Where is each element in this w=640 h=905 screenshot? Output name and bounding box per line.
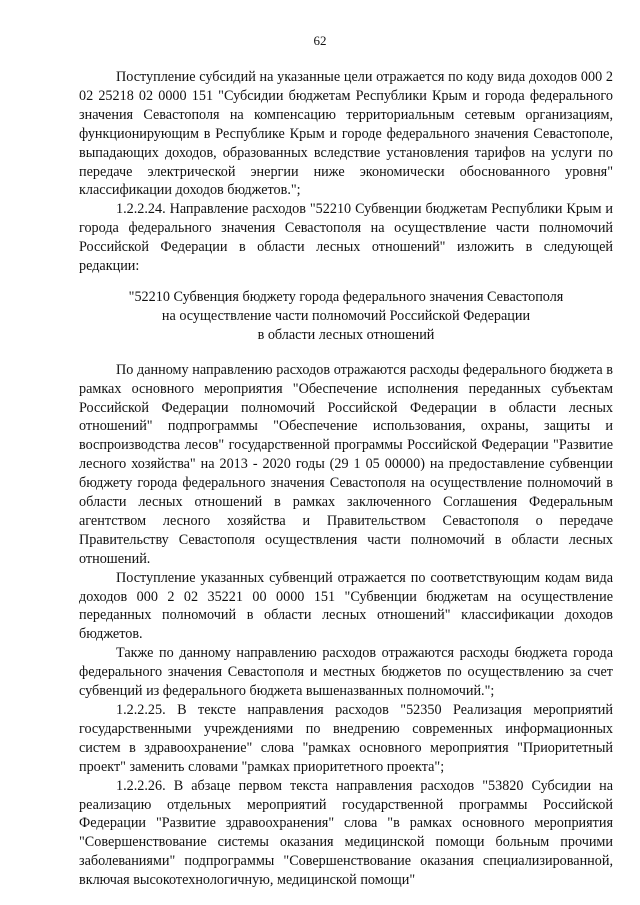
section-title-line: "52210 Субвенция бюджету города федерального значения Севастополя: [128, 288, 564, 305]
paragraph-1-2-2-26: 1.2.2.26. В абзаце первом текста направления расходов "53820 Субсидии на реализацию отдельных мероприятий государственной программы Российской Федерации "Развитие здравоохранения" слова "в рамках основного мероприятия "Совершенствование системы оказания медицинской помощи больным прочими заболеваниями" подпрограммы "Совершенствование оказания специализированной, включая высокотехнологичную, медицинской помощи": [79, 777, 613, 889]
paragraph-1-2-2-25: 1.2.2.25. В тексте направления расходов "52350 Реализация мероприятий государственными учреждениями по внедрению современных информационных систем в здравоохранение" слова "рамках основного мероприятия "Приоритетный проект" заменить словами "рамках приоритетного проекта";: [79, 702, 613, 775]
paragraph-regional-expenses: Также по данному направлению расходов отражаются расходы бюджета города федерального значения Севастополя и местных бюджетов по осуществлению за счет субвенций из федерального бюджета вышеназванных полномочий.";: [79, 645, 613, 700]
paragraph-subventions-receipt: Поступление указанных субвенций отражается по соответствующим кодам вида доходов 000 2 02 35221 00 0000 151 "Субвенции бюджетам на осуществление переданных полномочий в области лесных отношений" классификации доходов бюджетов.: [79, 569, 613, 643]
paragraph-1-2-2-24: 1.2.2.24. Направление расходов "52210 Субвенции бюджетам Республики Крым и города федерального значения Севастополя на осуществление части полномочий Российской Федерации в области лесных отношений" изложить в следующей редакции:: [79, 201, 613, 275]
section-title: [79, 288, 613, 345]
section-title-line: в области лесных отношений: [257, 326, 435, 343]
paragraph-subsidies-receipt: Поступление субсидий на указанные цели отражается по коду вида доходов 000 2 02 25218 02 0000 151 "Субсидии бюджетам Республики Крым и города федерального значения Севастополя на компенсацию территориальным сетевым организациям, функционирующим в Республике Крым и городе федерального значения Севастополе, выпадающих доходов, образованных вследствие установления тарифов на услуги по передаче электрической энергии ниже экономически обоснованного уровня" классификации доходов бюджетов.";: [79, 69, 613, 199]
document-body: [79, 68, 613, 890]
page-number: 62: [313, 33, 327, 48]
paragraph-expenses-description: По данному направлению расходов отражаются расходы федерального бюджета в рамках основного мероприятия "Обеспечение исполнения переданных субъектам Российской Федерации полномочий Российской Федерации в области лесных отношений" подпрограммы "Обеспечение использования, охраны, защиты и воспроизводства лесов" государственной программы Российской Федерации "Развитие лесного хозяйства" на 2013 - 2020 годы (29 1 05 00000) на предоставление субвенции бюджету города федерального значения Севастополя на осуществление полномочий в области лесных отношений в рамках заключенного Соглашения Федеральным агентством лесного хозяйства и Правительством Севастополя о передаче Правительству Севастополя осуществления части полномочий в области лесных отношений.: [79, 361, 613, 567]
section-title-line: на осуществление части полномочий Российской Федерации: [161, 307, 531, 324]
